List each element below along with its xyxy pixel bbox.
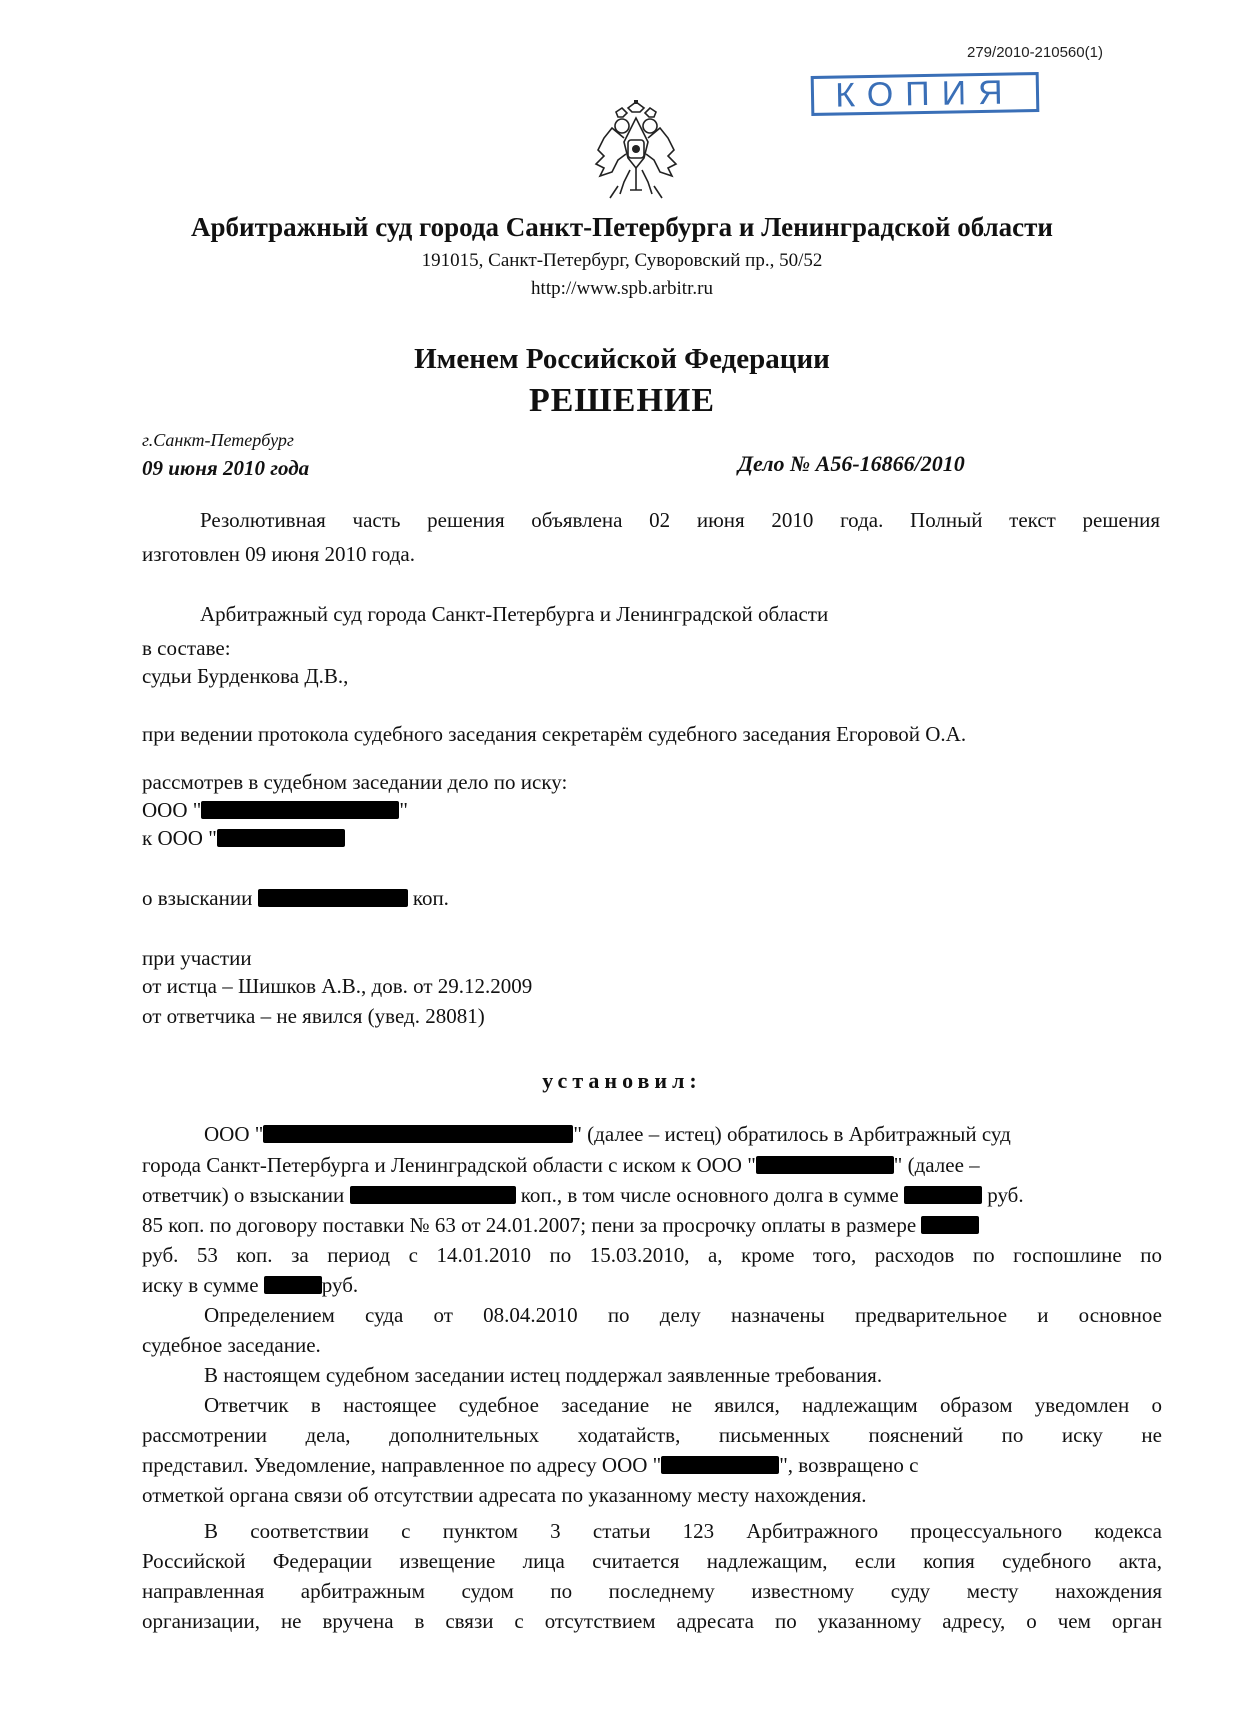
recovery-prefix: о взыскании <box>142 886 253 910</box>
copy-stamp: КОПИЯ <box>811 72 1040 116</box>
secretary: при ведении протокола судебного заседания секретарём судебного заседания Егоровой О.А. <box>142 722 967 746</box>
text: города Санкт-Петербурга и Ленинградской области с иском к ООО " <box>142 1153 756 1177</box>
composition-label: в составе: <box>142 636 231 660</box>
from-plaintiff: от истца – Шишков А.В., дов. от 29.12.2009 <box>142 974 533 998</box>
body-line-9: В настоящем судебном заседании истец поддержал заявленные требования. <box>204 1363 883 1387</box>
body-line-15: Российской Федерации извещение лица считается надлежащим, если копия судебного акта, <box>142 1549 1162 1573</box>
body-line-7: Определением суда от 08.04.2010 по делу назначены предварительное и основное <box>204 1303 1162 1327</box>
text: ", возвращено с <box>779 1453 919 1477</box>
redaction <box>350 1186 516 1204</box>
section-established: установил: <box>542 1068 702 1093</box>
intro-line-1: Резолютивная часть решения объявлена 02 июня 2010 года. Полный текст решения <box>200 508 1160 532</box>
plaintiff-suffix: " <box>399 798 408 822</box>
body-line-11: рассмотрении дела, дополнительных ходатайств, письменных пояснений по иску не <box>142 1423 1162 1447</box>
from-defendant: от ответчика – не явился (увед. 28081) <box>142 1004 485 1028</box>
text: иску в сумме <box>142 1273 259 1297</box>
text: руб. <box>321 1273 359 1297</box>
body-line-6 <box>142 1273 358 1298</box>
body-line-10: Ответчик в настоящее судебное заседание не явился, надлежащим образом уведомлен о <box>204 1393 1162 1417</box>
body-line-14: В соответствии с пунктом 3 статьи 123 Арбитражного процессуального кодекса <box>204 1519 1162 1543</box>
body-line-13: отметкой органа связи об отсутствии адресата по указанному месту нахождения. <box>142 1483 867 1507</box>
text: коп., в том числе основного долга в сумме <box>520 1183 899 1207</box>
plaintiff-prefix: ООО " <box>142 798 202 822</box>
court-address: 191015, Санкт-Петербург, Суворовский пр., 50/52 <box>421 250 823 271</box>
redaction <box>263 1125 573 1143</box>
court-title: Арбитражный суд города Санкт-Петербурга и Ленинградской области <box>191 212 1053 242</box>
participation: при участии <box>142 946 252 970</box>
text: " (далее – <box>893 1153 980 1177</box>
case-number: Дело № А56-16866/2010 <box>738 451 965 476</box>
body-line-2 <box>142 1153 980 1178</box>
court-composition: Арбитражный суд города Санкт-Петербурга и Ленинградской области <box>200 602 829 626</box>
court-url: http://www.spb.arbitr.ru <box>531 278 713 299</box>
text: руб. <box>987 1183 1024 1207</box>
body-line-4 <box>142 1213 979 1238</box>
redaction <box>201 801 399 819</box>
text: ответчик) о взыскании <box>142 1183 345 1207</box>
text: ООО " <box>204 1122 264 1146</box>
redaction <box>904 1186 982 1204</box>
redaction <box>921 1216 979 1234</box>
decision-date: 09 июня 2010 года <box>142 456 310 480</box>
text: представил. Уведомление, направленное по адресу ООО " <box>142 1453 662 1477</box>
body-line-3 <box>142 1183 1024 1208</box>
plaintiff-line <box>142 798 408 823</box>
body-line-8: судебное заседание. <box>142 1333 321 1357</box>
body-line-12 <box>142 1453 918 1478</box>
recovery-suffix: коп. <box>412 886 449 910</box>
city: г.Санкт-Петербург <box>142 430 294 450</box>
defendant-prefix: к ООО " <box>142 826 217 850</box>
redaction <box>661 1456 779 1474</box>
decision-heading: РЕШЕНИЕ <box>528 382 716 419</box>
body-line-1 <box>204 1122 1011 1147</box>
russian-coat-of-arms-icon <box>590 98 682 208</box>
intro-line-2: изготовлен 09 июня 2010 года. <box>142 542 415 566</box>
redaction <box>217 829 345 847</box>
body-line-17: организации, не вручена в связи с отсутствием адресата по указанному адресу, о чем орган <box>142 1609 1162 1633</box>
body-line-5: руб. 53 коп. за период с 14.01.2010 по 15.03.2010, а, кроме того, расходов по госпошлине по <box>142 1243 1162 1267</box>
text: " (далее – истец) обратилось в Арбитражный суд <box>573 1122 1011 1146</box>
text: 85 коп. по договору поставки № 63 от 24.01.2007; пени за просрочку оплаты в размере <box>142 1213 917 1237</box>
document-number: 279/2010-210560(1) <box>967 44 1103 61</box>
redaction <box>756 1156 894 1174</box>
redaction <box>258 889 408 907</box>
judge: судьи Бурденкова Д.В., <box>142 664 349 688</box>
considering: рассмотрев в судебном заседании дело по иску: <box>142 770 568 794</box>
recovery-line <box>142 886 449 911</box>
in-name-heading: Именем Российской Федерации <box>414 343 830 375</box>
defendant-line <box>142 826 345 851</box>
redaction <box>264 1276 322 1294</box>
body-line-16: направленная арбитражным судом по последнему известному суду месту нахождения <box>142 1579 1162 1603</box>
